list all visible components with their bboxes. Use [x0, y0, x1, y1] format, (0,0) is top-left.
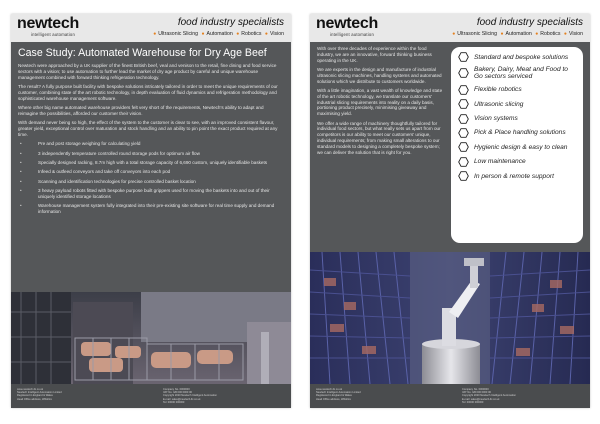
service-label: Bakery, Dairy, Meat and Food to Go sectors serviced	[474, 66, 568, 81]
warehouse-photo	[11, 292, 291, 384]
paragraph: The result? A fully purpose built facility with bespoke solutions intricately tailored in order to meet the unique requirements of our customer, combining state of the art robotic technology, in depth evaluation of fluid dynamics and refrigeration methodology and sophisticated warehouse management software.	[18, 83, 278, 101]
paragraph: With demand never being so high, the effect of the system to the customer is clear to see, with an improved consistent flavour, greater yield, exceptional control over maturation and stock handling and an ability to pin point the exact product required at any time.	[18, 120, 278, 137]
footer-line: Registered in England & Wales	[316, 394, 352, 398]
footer-line: Head Office address, Wiltshire	[316, 397, 351, 401]
paragraph: We are experts in the design and manufacture of industrial ultrasonic slicing machines, handling systems and automated solutions which we distribute to customers worldwide.	[317, 66, 442, 84]
service-item	[458, 52, 578, 62]
tagline-block	[450, 17, 583, 37]
company-intro	[317, 46, 443, 159]
tagline: food industry specialists	[177, 17, 284, 28]
logo-subtitle: intelligent automation	[31, 32, 75, 37]
hexagon-icon	[458, 68, 469, 78]
service-label: Automation	[505, 31, 532, 37]
robot-storage-photo	[310, 252, 590, 384]
service-item	[458, 171, 578, 181]
footer-registration	[462, 388, 516, 404]
list-item: • Specially designed racking, 8.7m high with a total storage capacity of 6,690 custom, uniquely identifiable baskets	[18, 160, 284, 166]
list-item: • Pre and post storage weighing for calculating yield	[18, 141, 284, 147]
services-panel	[451, 47, 583, 243]
service-label: Vision systems	[474, 115, 518, 123]
service-label: Vision	[269, 31, 284, 37]
paragraph: With a little imagination, a vast wealth of knowledge and state of the art robotic technology, we translate our customers' industrial slicing requirements into reality on a daily basis, portioning product precisely, minimising giveaway and maximising yield.	[317, 87, 443, 117]
service-item	[458, 114, 578, 124]
hexagon-icon	[458, 52, 469, 62]
footer-line: Tel: 00000 000000	[462, 400, 484, 404]
footer-line: Copyright 2020 Newtech Intelligent Automation	[462, 394, 516, 398]
dot-icon: ●	[201, 31, 205, 37]
hexagon-icon	[458, 142, 469, 152]
hexagon-icon	[458, 157, 469, 167]
tagline: food industry specialists	[476, 17, 583, 28]
footer-line: Head Office address, Wiltshire	[17, 397, 52, 401]
service-label: Robotics	[241, 31, 262, 37]
feature-list	[18, 141, 284, 215]
list-item: • 3 heavy payload robots fitted with bespoke purpose built grippers used for moving the baskets into and out of their uniquely identified storage locations	[18, 188, 284, 200]
service-item	[458, 128, 578, 138]
hexagon-icon	[458, 128, 469, 138]
service-item	[458, 99, 578, 109]
dot-icon: ●	[264, 31, 268, 37]
service-label: Low maintenance	[474, 158, 526, 166]
service-strip	[450, 31, 583, 37]
tagline-block	[151, 17, 284, 37]
hexagon-icon	[458, 99, 469, 109]
page-footer	[310, 384, 590, 408]
hexagon-icon	[458, 114, 469, 124]
list-item: • Infeed & outfeed conveyors and take off conveyors into each pod	[18, 169, 284, 175]
service-label: Pick & Place handling solutions	[474, 129, 566, 137]
list-item: • Scanning and identification technologies for precise controlled basket location	[18, 179, 284, 185]
service-item	[458, 66, 578, 80]
paragraph: We offer a wide range of machinery thoughtfully tailored for individual food sectors, but what really sets us apart from our competitors is our ability to meet our customers' unique, individual requirements; from making small alterations to our standard models to designing a completely bespoke system; we can deliver the solution that is right for you.	[317, 120, 441, 155]
logo-subtitle: intelligent automation	[330, 32, 374, 37]
service-label: Hygienic design & easy to clean	[474, 143, 568, 151]
service-label: Vision	[568, 31, 583, 37]
footer-line: Company No. 0000000	[163, 388, 190, 391]
page-footer	[11, 384, 291, 408]
case-study-page	[11, 14, 291, 408]
dot-icon: ●	[563, 31, 567, 37]
footer-line: E-mail: sales@newtech-llc.co.uk	[163, 397, 201, 401]
service-label: Ultrasonic Slicing	[457, 31, 498, 37]
service-label: Robotics	[540, 31, 561, 37]
footer-line: Copyright 2020 Newtech Intelligent Automation	[163, 394, 217, 398]
dot-icon: ●	[452, 31, 456, 37]
case-study-title: Case Study: Automated Warehouse for Dry Age Beef	[18, 47, 267, 59]
footer-line: www.newtech-llc.co.uk	[316, 388, 343, 391]
brand-logo	[17, 15, 79, 37]
footer-line: Registered in England & Wales	[17, 394, 53, 398]
service-label: Flexible robotics	[474, 86, 522, 94]
footer-contact	[316, 388, 361, 401]
dot-icon: ●	[535, 31, 539, 37]
hexagon-icon	[458, 85, 469, 95]
footer-line: Newtech Intelligent Automation Limited	[17, 391, 62, 395]
list-item: • 3 independently temperature controlled round storage pods for optimum air flow	[18, 151, 284, 157]
paragraph: With over three decades of experience within the food industry, we are an innovative, forward thinking business operating in the UK.	[317, 46, 432, 63]
list-item: • Warehouse management system fully integrated into their pre-existing site software for real time supply and demand information	[18, 203, 284, 215]
service-strip	[151, 31, 284, 37]
service-label: Standard and bespoke solutions	[474, 53, 569, 61]
service-label: Automation	[206, 31, 233, 37]
service-label: In person & remote support	[474, 172, 554, 180]
case-study-body	[18, 63, 284, 218]
footer-line: VAT No. GB 000 0000 00	[462, 391, 491, 395]
footer-line: E-mail: sales@newtech-llc.co.uk	[462, 397, 500, 401]
dot-icon: ●	[153, 31, 157, 37]
company-profile-page	[310, 14, 590, 408]
dot-icon: ●	[236, 31, 240, 37]
service-item	[458, 85, 578, 95]
paragraph: Newtech were approached by a UK supplier of the finest British beef, veal and venison to the retail, fine dining and food service sectors with a vision; to use automation to further lead the market of dry age product by careful and unique warehouse management combined with forward thinking refrigeration technology.	[18, 63, 277, 80]
page-header	[11, 14, 291, 42]
footer-line: VAT No. GB 000 0000 00	[163, 391, 192, 395]
logo-text: newtech	[17, 15, 79, 32]
service-item	[458, 142, 578, 152]
footer-line: www.newtech-llc.co.uk	[17, 388, 44, 391]
hexagon-icon	[458, 171, 469, 181]
service-item	[458, 157, 578, 167]
dot-icon: ●	[500, 31, 504, 37]
service-label: Ultrasonic slicing	[474, 100, 524, 108]
footer-line: Tel: 00000 000000	[163, 400, 185, 404]
footer-line: Newtech Intelligent Automation Limited	[316, 391, 361, 395]
service-label: Ultrasonic Slicing	[158, 31, 199, 37]
page-header	[310, 14, 590, 42]
brand-logo	[316, 15, 378, 37]
logo-text: newtech	[316, 15, 378, 32]
footer-contact	[17, 388, 62, 401]
footer-registration	[163, 388, 217, 404]
paragraph: Where other big name automated warehouse providers felt very short of the requirements, Newtech's ability to adapt and reimagine the possibilities, afforded our customer their vision.	[18, 104, 264, 116]
footer-line: Company No. 0000000	[462, 388, 489, 391]
